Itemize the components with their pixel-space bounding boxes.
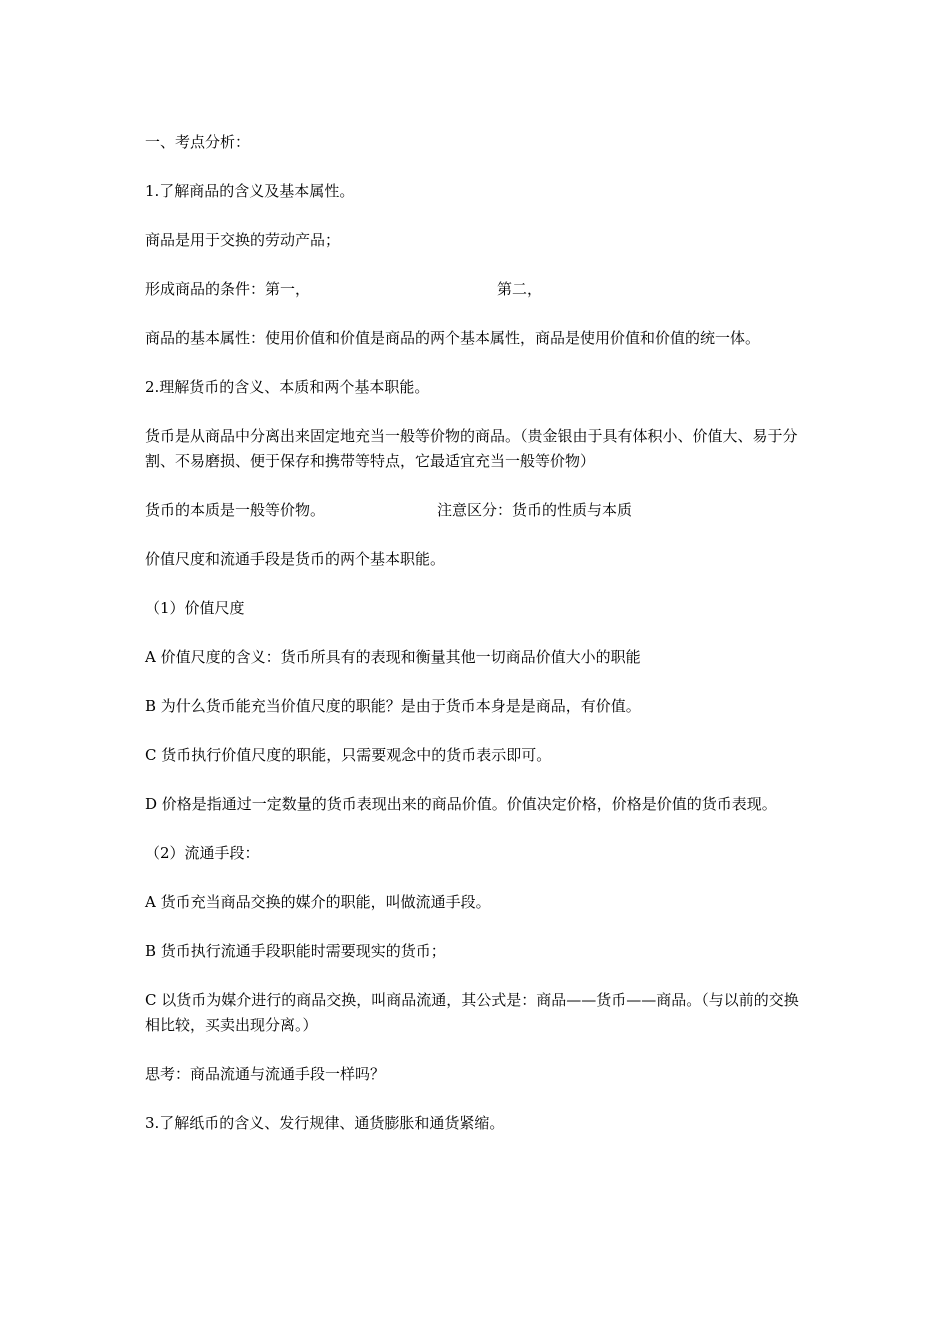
- section-heading: 一、考点分析：: [145, 133, 251, 151]
- function-1-item-c: C 货币执行价值尺度的职能，只需要观念中的货币表示即可。: [145, 746, 552, 764]
- function-1-item-d: D 价格是指通过一定数量的货币表现出来的商品价值。价值决定价格，价格是价值的货币表现。: [145, 795, 777, 813]
- function-2-item-c: C 以货币为媒介进行的商品交换，叫商品流通，其公式是：商品——货币——商品。（与以前的交换相比较，买卖出现分离。）: [145, 991, 799, 1034]
- think-question: 思考：商品流通与流通手段一样吗？: [145, 1065, 386, 1083]
- condition-first: 形成商品的条件：第一，: [145, 280, 311, 298]
- function-1-item-a: A 价值尺度的含义：货币所具有的表现和衡量其他一切商品价值大小的职能: [145, 648, 641, 666]
- commodity-conditions: [145, 277, 810, 302]
- function-2-title: （2）流通手段：: [145, 844, 260, 862]
- commodity-attributes: 商品的基本属性：使用价值和价值是商品的两个基本属性，商品是使用价值和价值的统一体。: [145, 329, 761, 347]
- document-page: [145, 130, 810, 1160]
- function-1-title: （1）价值尺度: [145, 599, 245, 617]
- money-essence: [145, 498, 810, 523]
- money-essence-text: 货币的本质是一般等价物。: [145, 501, 326, 519]
- function-2-item-b: B 货币执行流通手段职能时需要现实的货币；: [145, 942, 446, 960]
- function-2-item-a: A 货币充当商品交换的媒介的职能，叫做流通手段。: [145, 893, 491, 911]
- section-1-title: 1.了解商品的含义及基本属性。: [145, 182, 355, 200]
- money-essence-note: 注意区分：货币的性质与本质: [437, 501, 633, 519]
- section-3-title: 3.了解纸币的含义、发行规律、通货膨胀和通货紧缩。: [145, 1114, 505, 1132]
- section-2-title: 2.理解货币的含义、本质和两个基本职能。: [145, 378, 430, 396]
- money-definition: 货币是从商品中分离出来固定地充当一般等价物的商品。（贵金银由于具有体积小、价值大、易于分割、不易磨损、便于保存和携带等特点，它最适宜充当一般等价物）: [145, 427, 798, 470]
- commodity-definition: 商品是用于交换的劳动产品；: [145, 231, 341, 249]
- money-functions: 价值尺度和流通手段是货币的两个基本职能。: [145, 550, 446, 568]
- function-1-item-b: B 为什么货币能充当价值尺度的职能？是由于货币本身是是商品，有价值。: [145, 697, 641, 715]
- condition-second: 第二，: [497, 280, 543, 298]
